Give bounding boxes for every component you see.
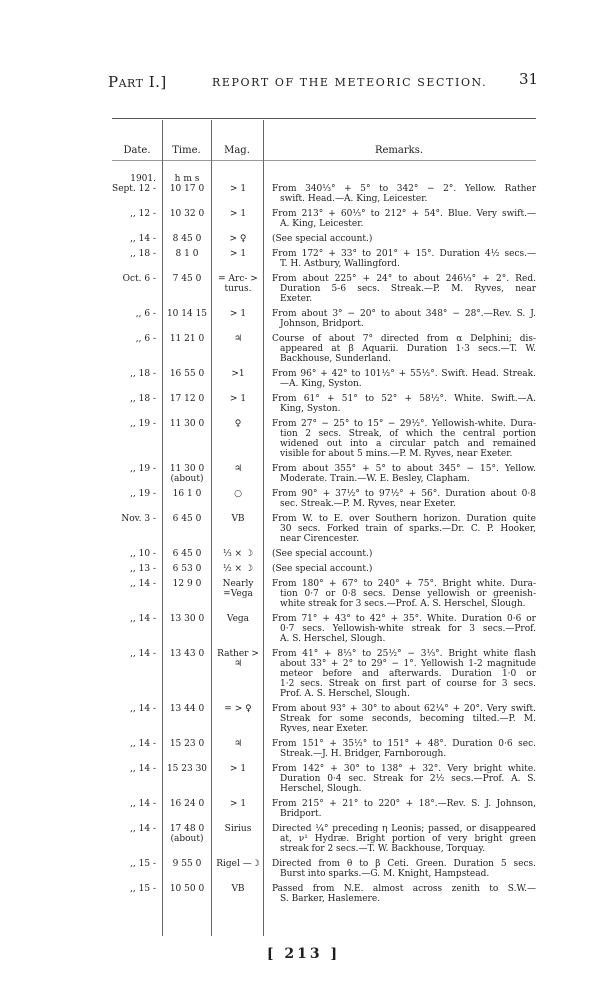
time-cell [162, 489, 212, 509]
magnitude-value: ♀ [234, 419, 242, 429]
date-cell [112, 464, 162, 484]
column-header-mag: Mag. [224, 145, 250, 156]
table-row [112, 649, 536, 704]
remarks-line: 0·7 secs. Yellowish-white streak for 3 secs.—Prof. [280, 624, 536, 634]
time-cell [162, 334, 212, 364]
magnitude-value: > 1 [229, 309, 247, 319]
time-cell [162, 174, 212, 204]
time-note: (about) [170, 474, 204, 484]
remarks-line: From 71° + 43° to 42° + 35°. White. Duration 0·6 or [272, 614, 536, 624]
remarks-cell [264, 369, 536, 389]
time-value: 15 23 30 [166, 764, 208, 774]
magnitude-cell [212, 309, 264, 329]
magnitude-value: ♃ [233, 464, 243, 474]
time-value: 12 9 0 [172, 579, 202, 589]
magnitude-value: > 1 [229, 184, 247, 194]
date-value: ,, 14 - [130, 649, 156, 659]
magnitude-value: Nearly =Vega [222, 579, 254, 599]
magnitude-cell [212, 824, 264, 854]
date-cell [112, 334, 162, 364]
time-value: 11 21 0 [169, 334, 205, 344]
table-row [112, 334, 536, 369]
date-value: ,, 18 - [130, 394, 156, 404]
magnitude-value: = > ♀ [224, 704, 252, 714]
magnitude-value: >1 [231, 369, 245, 379]
remarks-line: Burst into sparks.—G. M. Knight, Hampstead. [280, 869, 490, 879]
remarks-line: T. H. Astbury, Wallingford. [280, 259, 400, 269]
date-cell [112, 234, 162, 244]
magnitude-value: > 1 [229, 394, 247, 404]
time-value: 8 45 0 [172, 234, 202, 244]
date-cell [112, 174, 162, 204]
magnitude-cell [212, 464, 264, 484]
remarks-line: sec. Streak.—P. M. Ryves, near Exeter. [280, 499, 456, 509]
remarks-line: streak for 2 secs.—T. W. Backhouse, Torquay. [280, 844, 486, 854]
remarks-cell [264, 309, 536, 329]
signature-mark: [ 213 ] [266, 946, 341, 962]
table-row [112, 369, 536, 394]
magnitude-value: > 1 [229, 249, 247, 259]
time-cell [162, 859, 212, 879]
magnitude-cell [212, 174, 264, 204]
date-value: ,, 14 - [130, 704, 156, 714]
remarks-line: From 172° + 33° to 201° + 15°. Duration 4½ secs.— [272, 249, 536, 259]
table-row [112, 549, 536, 564]
magnitude-value: ♃ [233, 334, 243, 344]
date-value: ,, 14 - [130, 234, 156, 244]
remarks-cell [264, 739, 536, 759]
date-value: ,, 6 - [135, 334, 156, 344]
remarks-line: —A. King, Syston. [280, 379, 362, 389]
magnitude-cell [212, 704, 264, 734]
magnitude-cell [212, 369, 264, 389]
magnitude-value: Rigel —☽ [216, 859, 260, 869]
remarks-line: From 41° + 8⅓° to 25½° − 3⅓°. Bright white flash [272, 649, 536, 659]
date-value: ,, 18 - [130, 249, 156, 259]
remarks-line: From 215° + 21° to 220° + 18°.—Rev. S. J. Johnson, [272, 799, 536, 809]
time-value: 7 45 0 [172, 274, 202, 284]
date-value: ,, 10 - [130, 549, 156, 559]
remarks-line: Streak for some seconds, becoming tilted.—P. M. [280, 714, 536, 724]
remarks-line: Ryves, near Exeter. [280, 724, 369, 734]
time-value: 16 24 0 [169, 799, 205, 809]
table-row [112, 859, 536, 884]
remarks-line: Prof. A. S. Herschel, Slough. [280, 689, 410, 699]
remarks-cell [264, 174, 536, 204]
table-row [112, 274, 536, 309]
magnitude-value: ○ [234, 489, 242, 499]
magnitude-value: ½ × ☽ [222, 564, 254, 574]
magnitude-cell [212, 614, 264, 644]
magnitude-cell [212, 334, 264, 364]
time-cell [162, 419, 212, 459]
date-cell [112, 614, 162, 644]
magnitude-cell [212, 739, 264, 759]
date-cell [112, 549, 162, 559]
table-row [112, 824, 536, 859]
time-value: 10 32 0 [169, 209, 205, 219]
magnitude-cell [212, 394, 264, 414]
time-cell [162, 739, 212, 759]
remarks-cell [264, 464, 536, 484]
remarks-line: (See special account.) [272, 549, 373, 559]
magnitude-value: Rather > ♃ [217, 649, 259, 669]
magnitude-cell [212, 649, 264, 699]
remarks-line: widened out into a circular patch and remained [280, 439, 536, 449]
time-cell [162, 704, 212, 734]
date-cell [112, 799, 162, 819]
magnitude-value: = Arc- > turus. [218, 274, 258, 294]
remarks-line: From about 93° + 30° to about 62¼° + 20°. Very swift. [272, 704, 536, 714]
remarks-line: Bridport. [280, 809, 322, 819]
meteor-table [112, 174, 536, 909]
magnitude-cell [212, 884, 264, 904]
remarks-line: From about 225° + 24° to about 246⅓° + 2°. Red. [272, 274, 536, 284]
remarks-cell [264, 579, 536, 609]
remarks-cell [264, 489, 536, 509]
remarks-cell [264, 514, 536, 544]
time-value: 6 45 0 [172, 514, 202, 524]
remarks-line: Directed ¼° preceding η Leonis; passed, or disappeared [272, 824, 536, 834]
time-value: 9 55 0 [172, 859, 202, 869]
time-cell [162, 514, 212, 544]
remarks-line: 30 secs. Forked train of sparks.—Dr. C. P. Hooker, [280, 524, 536, 534]
remarks-line: From 96° + 42° to 101½° + 55½°. Swift. Head. Streak. [272, 369, 536, 379]
date-value: ,, 19 - [130, 419, 156, 429]
date-cell [112, 394, 162, 414]
date-value: Sept. 12 - [112, 184, 156, 194]
time-value: 6 53 0 [172, 564, 202, 574]
remarks-line: From 180° + 67° to 240° + 75°. Bright white. Dura- [272, 579, 536, 589]
date-value: ,, 14 - [130, 824, 156, 834]
magnitude-cell [212, 764, 264, 794]
magnitude-cell [212, 564, 264, 574]
table-row [112, 704, 536, 739]
time-value: 6 45 0 [172, 549, 202, 559]
remarks-line: tion 0·7 or 0·8 secs. Dense yellowish or greenish- [280, 589, 536, 599]
date-value: ,, 14 - [130, 739, 156, 749]
remarks-line: From 61° + 51° to 52° + 58½°. White. Swift.—A. [272, 394, 536, 404]
magnitude-value: > 1 [229, 764, 247, 774]
column-header-time: Time. [172, 145, 201, 156]
remarks-line: From 340⅓° + 5° to 342° − 2°. Yellow. Rather [272, 184, 536, 194]
table-row [112, 419, 536, 464]
magnitude-cell [212, 419, 264, 459]
remarks-line: swift. Head.—A. King, Leicester. [280, 194, 428, 204]
time-value: 13 44 0 [169, 704, 205, 714]
magnitude-cell [212, 859, 264, 879]
running-head-title: REPORT OF THE METEORIC SECTION. [212, 76, 488, 89]
date-cell [112, 764, 162, 794]
time-value: 15 23 0 [169, 739, 205, 749]
time-value: 11 30 0 [169, 464, 205, 474]
time-value: 13 43 0 [169, 649, 205, 659]
magnitude-cell [212, 799, 264, 819]
magnitude-cell [212, 549, 264, 559]
magnitude-value: ♃ [233, 739, 243, 749]
time-value: 16 55 0 [169, 369, 205, 379]
date-cell [112, 309, 162, 329]
remarks-line: Backhouse, Sunderland. [280, 354, 391, 364]
remarks-line: A. S. Herschel, Slough. [280, 634, 386, 644]
remarks-cell [264, 234, 536, 244]
remarks-line: (See special account.) [272, 564, 373, 574]
date-cell [112, 564, 162, 574]
remarks-cell [264, 649, 536, 699]
table-row [112, 739, 536, 764]
time-value: 16 1 0 [172, 489, 202, 499]
time-cell [162, 274, 212, 304]
time-note: (about) [170, 834, 204, 844]
remarks-line: From 213° + 60⅓° to 212° + 54°. Blue. Very swift.— [272, 209, 536, 219]
time-value: 13 30 0 [169, 614, 205, 624]
remarks-line: Course of about 7° directed from α Delphini; dis- [272, 334, 536, 344]
remarks-cell [264, 704, 536, 734]
year-label: 1901. [130, 174, 156, 184]
magnitude-value: VB [231, 884, 245, 894]
time-cell [162, 884, 212, 904]
time-cell [162, 649, 212, 699]
time-value: 10 17 0 [169, 184, 205, 194]
date-value: ,, 19 - [130, 464, 156, 474]
magnitude-cell [212, 489, 264, 509]
remarks-line: From W. to E. over Southern horizon. Duration quite [272, 514, 536, 524]
date-cell [112, 369, 162, 389]
time-value: 11 30 0 [169, 419, 205, 429]
table-row [112, 464, 536, 489]
table-row [112, 249, 536, 274]
date-value: ,, 14 - [130, 799, 156, 809]
time-units: h m s [174, 174, 200, 184]
magnitude-cell [212, 209, 264, 229]
magnitude-value: VB [231, 514, 245, 524]
date-value: ,, 14 - [130, 614, 156, 624]
table-row [112, 394, 536, 419]
table-row [112, 579, 536, 614]
date-value: ,, 12 - [130, 209, 156, 219]
table-row [112, 309, 536, 334]
remarks-cell [264, 334, 536, 364]
remarks-line: about 33° + 2° to 29° − 1°. Yellowish 1-2 magnitude [280, 659, 536, 669]
date-cell [112, 649, 162, 699]
remarks-cell [264, 274, 536, 304]
table-row [112, 174, 536, 209]
time-value: 17 12 0 [169, 394, 205, 404]
remarks-cell [264, 884, 536, 904]
page-number: 31 [519, 70, 539, 88]
magnitude-value: Vega [226, 614, 250, 624]
time-value: 10 14 15 [166, 309, 208, 319]
date-cell [112, 824, 162, 854]
magnitude-value: Sirius [224, 824, 252, 834]
remarks-line: appeared at β Aquarii. Duration 1·3 secs.—T. W. [280, 344, 536, 354]
date-value: ,, 18 - [130, 369, 156, 379]
remarks-line: Directed from θ to β Ceti. Green. Duration 5 secs. [272, 859, 536, 869]
remarks-cell [264, 249, 536, 269]
remarks-cell [264, 824, 536, 854]
remarks-cell [264, 394, 536, 414]
table-row [112, 209, 536, 234]
date-cell [112, 884, 162, 904]
magnitude-value: > 1 [229, 209, 247, 219]
date-cell [112, 489, 162, 509]
date-cell [112, 704, 162, 734]
remarks-line: near Cirencester. [280, 534, 359, 544]
date-value: ,, 15 - [130, 884, 156, 894]
date-value: ,, 14 - [130, 579, 156, 589]
remarks-line: From 142° + 30° to 138° + 32°. Very bright white. [272, 764, 536, 774]
remarks-line: Duration 0·4 sec. Streak for 2½ secs.—Prof. A. S. [280, 774, 536, 784]
date-value: ,, 19 - [130, 489, 156, 499]
date-cell [112, 859, 162, 879]
remarks-line: Johnson, Bridport. [280, 319, 364, 329]
remarks-cell [264, 549, 536, 559]
date-cell [112, 419, 162, 459]
date-cell [112, 514, 162, 544]
date-value: ,, 6 - [135, 309, 156, 319]
date-cell [112, 249, 162, 269]
remarks-line: at, ν¹ Hydræ. Bright portion of very bright green [280, 834, 536, 844]
table-row [112, 614, 536, 649]
column-header-remarks: Remarks. [374, 145, 424, 156]
time-cell [162, 564, 212, 574]
remarks-line: meteor before and afterwards. Duration 1·0 or [280, 669, 536, 679]
remarks-cell [264, 564, 536, 574]
top-rule [112, 118, 536, 119]
remarks-cell [264, 799, 536, 819]
remarks-line: (See special account.) [272, 234, 373, 244]
column-header-date: Date. [123, 145, 151, 156]
remarks-cell [264, 614, 536, 644]
time-cell [162, 309, 212, 329]
table-row [112, 764, 536, 799]
running-head-part: Part I.] [108, 73, 167, 91]
table-row [112, 884, 536, 909]
remarks-line: From 27° − 25° to 15° − 29½°. Yellowish-white. Dura- [272, 419, 536, 429]
date-cell [112, 579, 162, 609]
time-cell [162, 824, 212, 854]
time-cell [162, 764, 212, 794]
remarks-line: visible for about 5 mins.—P. M. Ryves, near Exeter. [280, 449, 513, 459]
magnitude-value: ⅓ × ☽ [222, 549, 254, 559]
magnitude-cell [212, 249, 264, 269]
remarks-cell [264, 419, 536, 459]
time-cell [162, 614, 212, 644]
magnitude-value: > ♀ [229, 234, 247, 244]
remarks-line: From 90° + 37½° to 97½° + 56°. Duration about 0·8 [272, 489, 536, 499]
remarks-line: Exeter. [280, 294, 313, 304]
magnitude-value: > 1 [229, 799, 247, 809]
time-cell [162, 249, 212, 269]
table-row [112, 489, 536, 514]
remarks-line: 1·2 secs. Streak on first part of course for 3 secs. [280, 679, 536, 689]
date-value: Nov. 3 - [121, 514, 156, 524]
time-cell [162, 209, 212, 229]
magnitude-cell [212, 514, 264, 544]
time-cell [162, 464, 212, 484]
date-cell [112, 209, 162, 229]
time-cell [162, 799, 212, 819]
date-value: ,, 13 - [130, 564, 156, 574]
remarks-line: tion 2 secs. Streak, of which the central portion [280, 429, 536, 439]
time-value: 10 50 0 [169, 884, 205, 894]
remarks-cell [264, 764, 536, 794]
remarks-line: Moderate. Train.—W. E. Besley, Clapham. [280, 474, 470, 484]
remarks-line: Duration 5-6 secs. Streak.—P. M. Ryves, near [280, 284, 536, 294]
remarks-line: From 151° + 35½° to 151° + 48°. Duration 0·6 sec. [272, 739, 536, 749]
remarks-line: Streak.—J. H. Bridger, Farnborough. [280, 749, 447, 759]
remarks-line: A. King, Leicester. [280, 219, 364, 229]
magnitude-cell [212, 579, 264, 609]
time-value: 8 1 0 [175, 249, 199, 259]
header-rule [112, 160, 536, 161]
remarks-line: Passed from N.E. almost across zenith to S.W.— [272, 884, 536, 894]
remarks-line: King, Syston. [280, 404, 341, 414]
table-row [112, 799, 536, 824]
remarks-line: S. Barker, Haslemere. [280, 894, 381, 904]
table-row [112, 564, 536, 579]
time-value: 17 48 0 [169, 824, 205, 834]
remarks-line: Herschel, Slough. [280, 784, 362, 794]
time-cell [162, 549, 212, 559]
date-value: ,, 15 - [130, 859, 156, 869]
remarks-cell [264, 859, 536, 879]
remarks-line: white streak for 3 secs.—Prof. A. S. Herschel, Slough. [280, 599, 526, 609]
time-cell [162, 394, 212, 414]
time-cell [162, 234, 212, 244]
table-row [112, 234, 536, 249]
date-cell [112, 739, 162, 759]
magnitude-cell [212, 234, 264, 244]
time-cell [162, 369, 212, 389]
date-value: Oct. 6 - [122, 274, 156, 284]
date-value: ,, 14 - [130, 764, 156, 774]
remarks-line: From about 3° − 20° to about 348° − 28°.—Rev. S. J. [272, 309, 536, 319]
remarks-cell [264, 209, 536, 229]
time-cell [162, 579, 212, 609]
table-row [112, 514, 536, 549]
remarks-line: From about 355° + 5° to about 345° − 15°. Yellow. [272, 464, 536, 474]
date-cell [112, 274, 162, 304]
magnitude-cell [212, 274, 264, 304]
